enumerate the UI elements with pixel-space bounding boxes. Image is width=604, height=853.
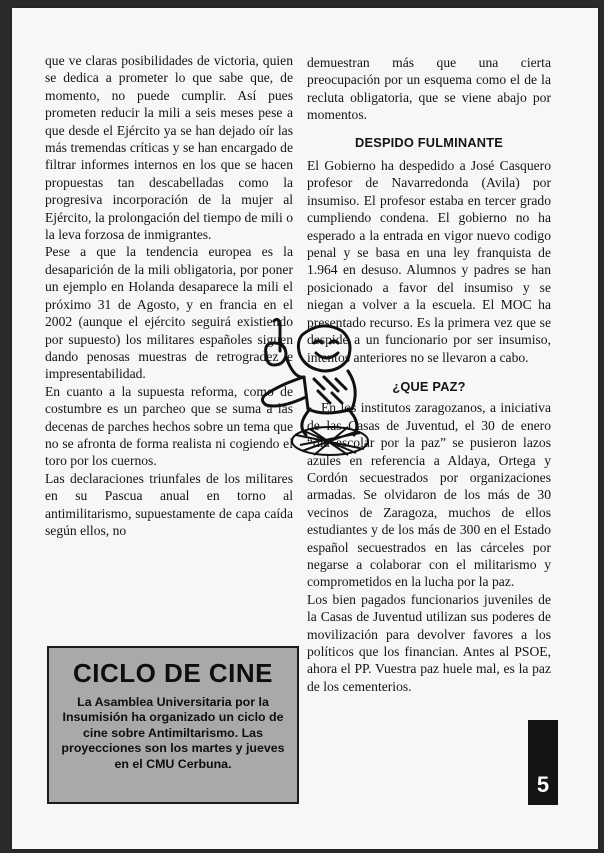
right-paragraph-2: El Gobierno ha despedido a José Casquero profesor de Navarredonda (Avila) por insumiso. El profesor estaba en tercer grado cumpliendo condena. El gobierno no ha esperado a la entrada en vigor nuevo codigo penal y se basa en una ley franquista de 1.964 en desuso. Alumnos y padres se han posicionado a favor del insumiso y se niegan a volver a la escuela. El MOC ha presentado recurso. Es la primera vez que se despide a un funcionario por ser insumiso, intentos anteriores no se llevaron a cabo.	[307, 158, 551, 365]
right-paragraph-3: En los institutos zaragozanos, a iniciativa de las Casas de Juventud, el 30 de enero “día escolar por la paz” se pusieron lazos azules en referencia a Aldaya, Ortega y Cordón secuestrados por organizaciones armadas. Se olvidaron de los más de 30 vecinos de Zaragoza, muchos de ellos estudiantes y de los más de 300 en el Estado español secuestrados en las cárceles por negarse a colaborar con el militarismo y comprometidos en la lucha por la paz.	[307, 400, 551, 590]
right-paragraph-1: demuestran más que una cierta preocupación por un esquema como el de la recluta obligatoria, que se viene abajo por momentos.	[307, 55, 551, 123]
heading-que-paz: ¿QUE PAZ?	[392, 378, 466, 394]
heading-despido-fulminante: DESPIDO FULMINANTE	[355, 134, 503, 150]
left-paragraph-4: Las declaraciones triunfales de los militares en su Pascua anual en torno al antimilitarismo, supuestamente de capa caída según ellos, no	[45, 470, 293, 538]
page-number: 5	[536, 772, 550, 797]
cine-box-body: La Asamblea Universitaria por la Insumisión ha organizado un ciclo de cine sobre Antimiltarismo. Las proyecciones son los martes y jueves en el CMU Cerbuna.	[61, 695, 285, 771]
right-paragraph-4: Los bien pagados funcionarios juveniles de la Casas de Juventud utilizan sus poderes de movilización para devolver favores a los políticos que los financian. Antes al PSOE, ahora el PP. Vuestra paz huele mal, es la paz de los cementerios.	[307, 591, 551, 694]
left-paragraph-3: En cuanto a la supuesta reforma, como de costumbre es un parcheo que se suma a las decenas de parches hechos sobre un tema que no se afronta de forma realista ni cogiendo el toro por los cuernos.	[45, 383, 293, 469]
left-column	[45, 52, 293, 539]
cine-box-title: CICLO DE CINE	[72, 658, 274, 688]
left-paragraph-1: que ve claras posibilidades de victoria, quien se dedica a prometer lo que sabe que, de momento, no puede cumplir. Así pues prometen reducir la mili a seis meses pese a que desde el Ejército ya se han dejado oír las más tremendas críticas y se han encargado de filtrar informes internos en los que se hacen propuestas tan descabelladas como la progresiva incorporación de la mujer al Ejército, la prolongación del tiempo de mili o la leva forzosa de inmigrantes.	[45, 53, 293, 243]
magazine-page	[12, 8, 598, 849]
cartoon-figure-on-basket-icon	[244, 313, 392, 463]
left-paragraph-2: Pese a que la tendencia europea es la desaparición de la mili obligatoria, por poner un ejemplo en Holanda desaparece la mili el próximo 31 de Agosto, y en francia en el 2002 (aunque el ejército seguirá existiendo por supuesto) los militares españoles siguen dando penosas muestras de retrogradez e impresentabilidad.	[45, 244, 293, 382]
cine-box	[47, 646, 299, 804]
